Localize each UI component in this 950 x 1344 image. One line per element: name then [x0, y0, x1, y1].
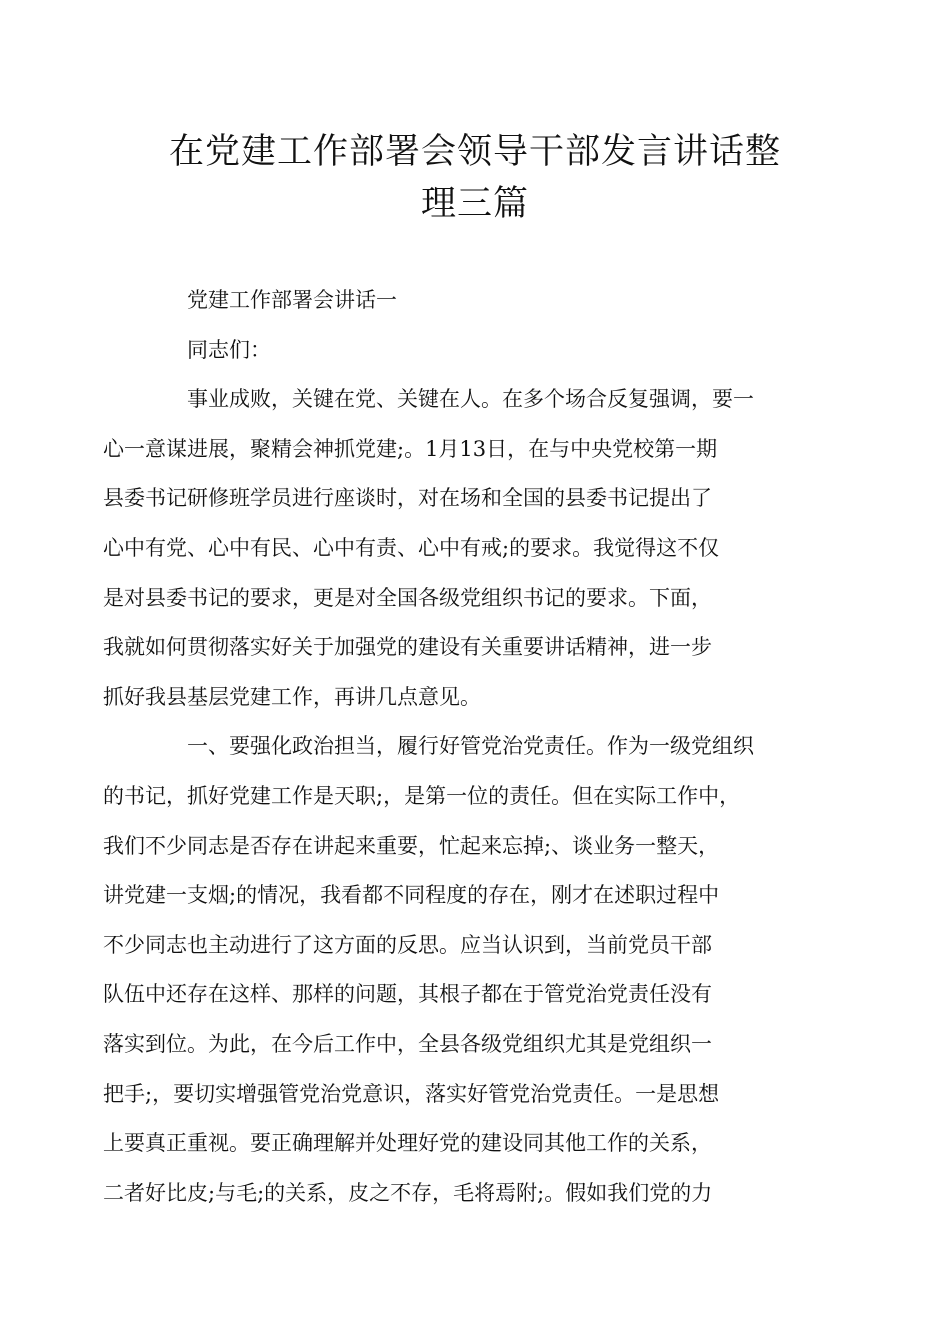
- text-line: 的书记，抓好党建工作是天职;，是第一位的责任。但在实际工作中，: [103, 783, 741, 808]
- text-line: 同志们：: [187, 337, 271, 362]
- text-line: 事业成败，关键在党、关键在人。在多个场合反复强调，要一: [187, 387, 754, 412]
- document-title: [120, 126, 830, 230]
- text-line: 党建工作部署会讲话一: [187, 288, 397, 312]
- paragraph: [103, 375, 825, 722]
- paragraph: [103, 722, 825, 1218]
- section-heading: [145, 276, 825, 326]
- text-line: 我就如何贯彻落实好关于加强党的建设有关重要讲话精神，进一步: [103, 635, 712, 660]
- text-line: 心中有党、心中有民、心中有责、心中有戒;的要求。我觉得这不仅: [103, 535, 720, 560]
- text-line: 抓好我县基层党建工作，再讲几点意见。: [103, 684, 481, 709]
- text-line: 把手;，要切实增强管党治党意识，落实好管党治党责任。一是思想: [103, 1081, 720, 1106]
- text-line: 讲党建一支烟;的情况，我看都不同程度的存在，刚才在述职过程中: [103, 883, 720, 908]
- salutation: [145, 326, 825, 376]
- text-line: 心一意谋进展，聚精会神抓党建;。1月13日，在与中央党校第一期: [103, 436, 718, 461]
- document-body: [103, 276, 825, 1218]
- title-line: 在党建工作部署会领导干部发言讲话整: [168, 132, 781, 172]
- text-line: 县委书记研修班学员进行座谈时，对在场和全国的县委书记提出了: [103, 486, 712, 511]
- text-line: 不少同志也主动进行了这方面的反思。应当认识到，当前党员干部: [103, 932, 712, 957]
- text-line: 落实到位。为此，在今后工作中，全县各级党组织尤其是党组织一: [103, 1031, 712, 1056]
- title-line: 理三篇: [420, 184, 529, 224]
- text-line: 二者好比皮;与毛;的关系，皮之不存，毛将焉附;。假如我们党的力: [103, 1180, 713, 1205]
- text-line: 上要真正重视。要正确理解并处理好党的建设同其他工作的关系，: [103, 1131, 712, 1156]
- text-line: 是对县委书记的要求，更是对全国各级党组织书记的要求。下面，: [103, 585, 712, 610]
- text-line: 队伍中还存在这样、那样的问题，其根子都在于管党治党责任没有: [103, 982, 712, 1007]
- text-line: 一、要强化政治担当，履行好管党治党责任。作为一级党组织: [187, 734, 754, 759]
- text-line: 我们不少同志是否存在讲起来重要，忙起来忘掉;、谈业务一整天，: [103, 833, 720, 858]
